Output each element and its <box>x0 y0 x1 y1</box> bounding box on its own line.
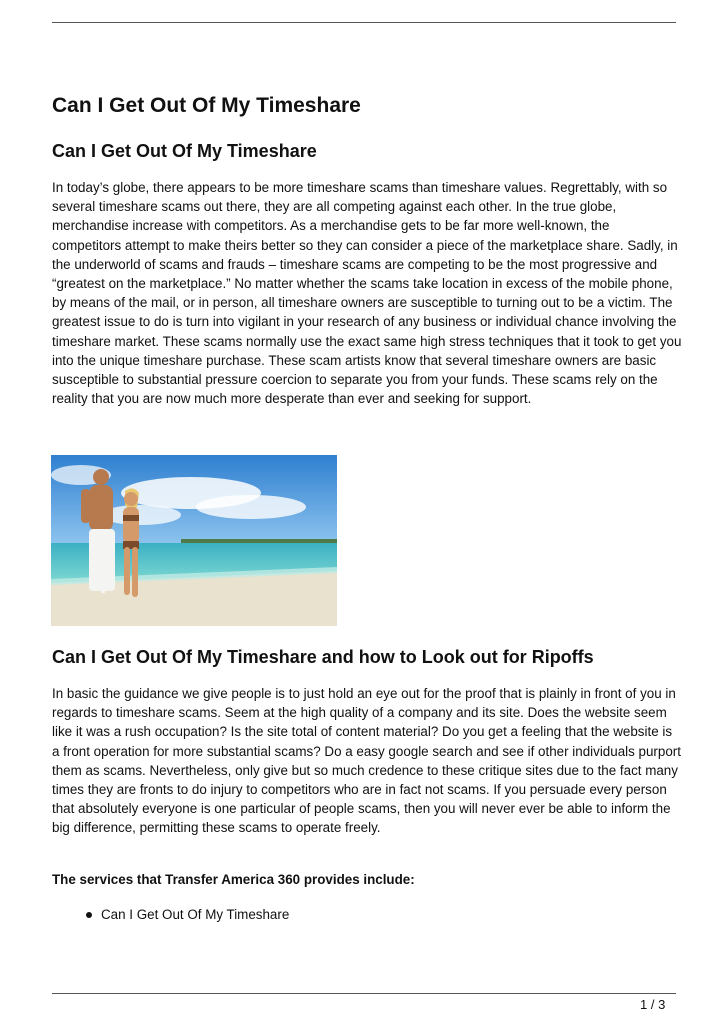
footer-rule <box>52 993 676 994</box>
intro-paragraph: In today’s globe, there appears to be more timeshare scams than timeshare values. Regrettably, with so several timeshare scams out there, they are all competing against each other. In the true globe, merchandise increase with competitors. As a merchandise gets to be far more well-known, the competitors attempt to make theirs better so they can consider a piece of the marketplace share. Sadly, in the underworld of scams and frauds – timeshare scams are competing to be the most progressive and “greatest on the marketplace.” No matter whether the scams take location in excess of the mobile phone, by means of the mail, or in person, all timeshare owners are susceptible to turning out to be a victim. The greatest issue to do is turn into vigilant in your research of any business or individual chance involving the timeshare market. These scams normally use the exact same high stress techniques that it took to get you into the unique timeshare purchase. These scam artists know that several timeshare owners are basic susceptible to substantial pressure coercion to separate you from your funds. These scams rely on the reality that you are now much more desperate than ever and seeking for support. <box>52 180 682 407</box>
services-heading: The services that Transfer America 360 provides include: <box>52 872 415 887</box>
bullet-icon <box>86 912 92 918</box>
header-rule <box>52 22 676 23</box>
page-subtitle: Can I Get Out Of My Timeshare <box>52 141 317 161</box>
beach-couple-photo <box>51 455 337 626</box>
guidance-paragraph: In basic the guidance we give people is to just hold an eye out for the proof that is plainly in front of you in regards to timeshare scams. Seem at the high quality of a company and its site. Does the website seem like it was a rush occupation? Is the site total of content material? Do you get a feeling that the website is a front operation for more substantial scams? Do a easy google search and see if other individuals purport them as scams. Nevertheless, only give but so much credence to these critique sites due to the fact many times they are fronts to do injury to competitors who are in fact not scams. If you persuade every person that absolutely everyone is one particular of people scams, then you will never ever be able to inform the big difference, permitting these scams to operate freely. <box>52 686 681 836</box>
services-list <box>86 905 289 925</box>
page-number: 1 / 3 <box>640 997 666 1012</box>
list-item-text: Can I Get Out Of My Timeshare <box>101 907 290 922</box>
list-item <box>86 905 289 925</box>
page-title: Can I Get Out Of My Timeshare <box>52 94 361 117</box>
section-heading: Can I Get Out Of My Timeshare and how to Look out for Ripoffs <box>52 647 594 667</box>
